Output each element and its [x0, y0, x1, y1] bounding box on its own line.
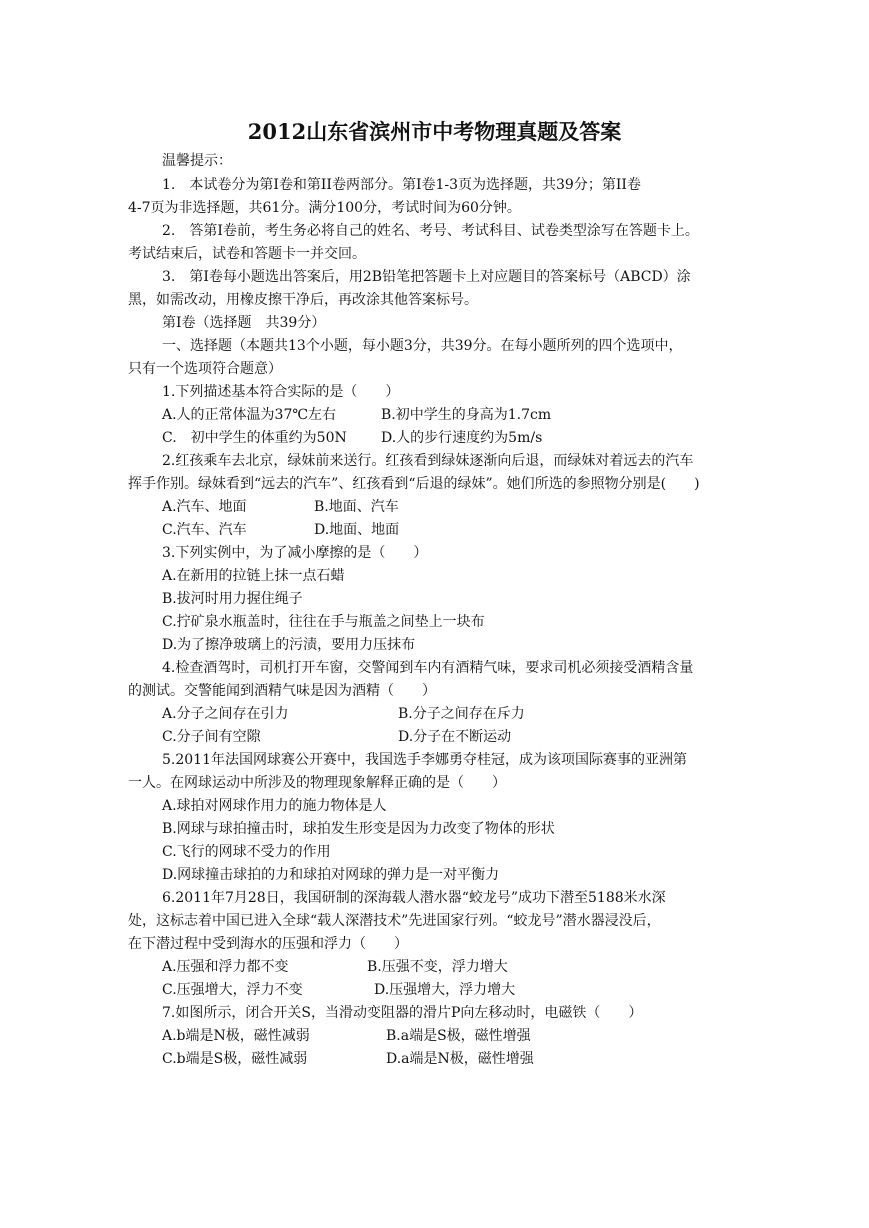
question-6-stem-line-1: 6.2011年7月28日，我国研制的深海载人潜水器“蛟龙号”成功下潜至5188米水深 [162, 890, 666, 906]
question-7-stem: 7.如图所示，闭合开关S，当滑动变阻器的滑片P向左移动时，电磁铁（ ） [162, 1005, 643, 1021]
question-2-stem-line-1: 2.红孩乘车去北京，绿妹前来送行。红孩看到绿妹逐渐向后退，而绿妹对着远去的汽车 [162, 453, 694, 469]
section-instructions-line-2: 只有一个选项符合题意） [128, 361, 282, 377]
question-4-stem-line-1: 4.检查酒驾时，司机打开车窗，交警闻到车内有酒精气味，要求司机必须接受酒精含量 [162, 660, 694, 676]
question-3-stem: 3.下列实例中，为了减小摩擦的是（ ） [162, 545, 428, 561]
notice-item-1-line-2: 4-7页为非选择题，共61分。满分100分，考试时间为60分钟。 [128, 200, 521, 216]
question-2-option-a: A.汽车、地面 [162, 499, 247, 515]
question-4-option-c: C.分子间有空隙 [162, 729, 261, 745]
question-2-option-b: B.地面、汽车 [314, 499, 399, 515]
question-1-option-b: B.初中学生的身高为1.7cm [381, 407, 552, 423]
question-6-option-c: C.压强增大，浮力不变 [162, 982, 303, 998]
question-5-option-b: B.网球与球拍撞击时，球拍发生形变是因为力改变了物体的形状 [162, 821, 555, 837]
notice-item-2-line-2: 考试结束后，试卷和答题卡一并交回。 [128, 246, 366, 262]
question-2-option-c: C.汽车、汽车 [162, 522, 247, 538]
question-4-option-d: D.分子在不断运动 [398, 729, 512, 745]
question-7-option-d: D.a端是N极，磁性增强 [386, 1051, 534, 1067]
section-instructions-line-1: 一、选择题（本题共13个小题，每小题3分，共39分。在每小题所列的四个选项中， [162, 338, 683, 354]
notice-heading: 温馨提示： [162, 153, 232, 169]
question-5-option-d: D.网球撞击球拍的力和球拍对网球的弹力是一对平衡力 [162, 867, 500, 883]
question-1-stem: 1.下列描述基本符合实际的是（ ） [162, 384, 400, 400]
question-1-option-a: A.人的正常体温为37℃左右 [162, 407, 337, 423]
notice-item-2-line-1: 2. 答第Ⅰ卷前，考生务必将自己的姓名、考号、考试科目、试卷类型涂写在答题卡上。 [162, 223, 699, 239]
question-6-stem-line-3: 在下潜过程中受到海水的压强和浮力（ ） [128, 936, 408, 952]
question-4-option-b: B.分子之间存在斥力 [398, 706, 525, 722]
question-6-option-a: A.压强和浮力都不变 [162, 959, 289, 975]
question-7-option-c: C.b端是S极，磁性减弱 [162, 1051, 308, 1067]
question-6-option-d: D.压强增大，浮力增大 [374, 982, 516, 998]
question-5-option-c: C.飞行的网球不受力的作用 [162, 844, 331, 860]
question-6-stem-line-2: 处，这标志着中国已进入全球“载人深潜技术”先进国家行列。“蛟龙号”潜水器浸没后， [128, 913, 661, 929]
question-7-option-a: A.b端是N极，磁性减弱 [162, 1028, 310, 1044]
question-1-option-c: C. 初中学生的体重约为50N [162, 430, 347, 446]
notice-item-3-line-2: 黑，如需改动，用橡皮擦干净后，再改涂其他答案标号。 [128, 292, 478, 308]
question-2-option-d: D.地面、地面 [314, 522, 400, 538]
question-5-stem-line-2: 一人。在网球运动中所涉及的物理现象解释正确的是（ ） [128, 775, 506, 791]
question-3-option-d: D.为了擦净玻璃上的污渍，要用力压抹布 [162, 637, 416, 653]
notice-item-1-line-1: 1. 本试卷分为第Ⅰ卷和第II卷两部分。第Ⅰ卷1-3页为选择题，共39分；第II卷 [162, 177, 641, 193]
notice-item-3-line-1: 3. 第Ⅰ卷每小题选出答案后，用2B铅笔把答题卡上对应题目的答案标号（ABCD）涂 [162, 269, 691, 285]
question-3-option-a: A.在新用的拉链上抹一点石蜡 [162, 568, 345, 584]
question-3-option-c: C.拧矿泉水瓶盖时，往往在手与瓶盖之间垫上一块布 [162, 614, 485, 630]
question-2-stem-line-2: 挥手作别。绿妹看到“远去的汽车”、红孩看到“后退的绿妹”。她们所选的参照物分别是( ) [128, 476, 700, 492]
question-5-option-a: A.球拍对网球作用力的施力物体是人 [162, 798, 387, 814]
question-7-option-b: B.a端是S极，磁性增强 [386, 1028, 531, 1044]
question-3-option-b: B.拔河时用力握住绳子 [162, 591, 303, 607]
section-heading: 第Ⅰ卷（选择题 共39分） [162, 315, 326, 331]
question-1-option-d: D.人的步行速度约为5m/s [381, 430, 543, 446]
question-4-stem-line-2: 的测试。交警能闻到酒精气味是因为酒精（ ） [128, 683, 436, 699]
page-title: 2012山东省滨州市中考物理真题及答案 [247, 119, 622, 144]
question-4-option-a: A.分子之间存在引力 [162, 706, 289, 722]
question-5-stem-line-1: 5.2011年法国网球赛公开赛中，我国选手李娜勇夺桂冠，成为该项国际赛事的亚洲第 [162, 752, 687, 768]
question-6-option-b: B.压强不变，浮力增大 [367, 959, 508, 975]
